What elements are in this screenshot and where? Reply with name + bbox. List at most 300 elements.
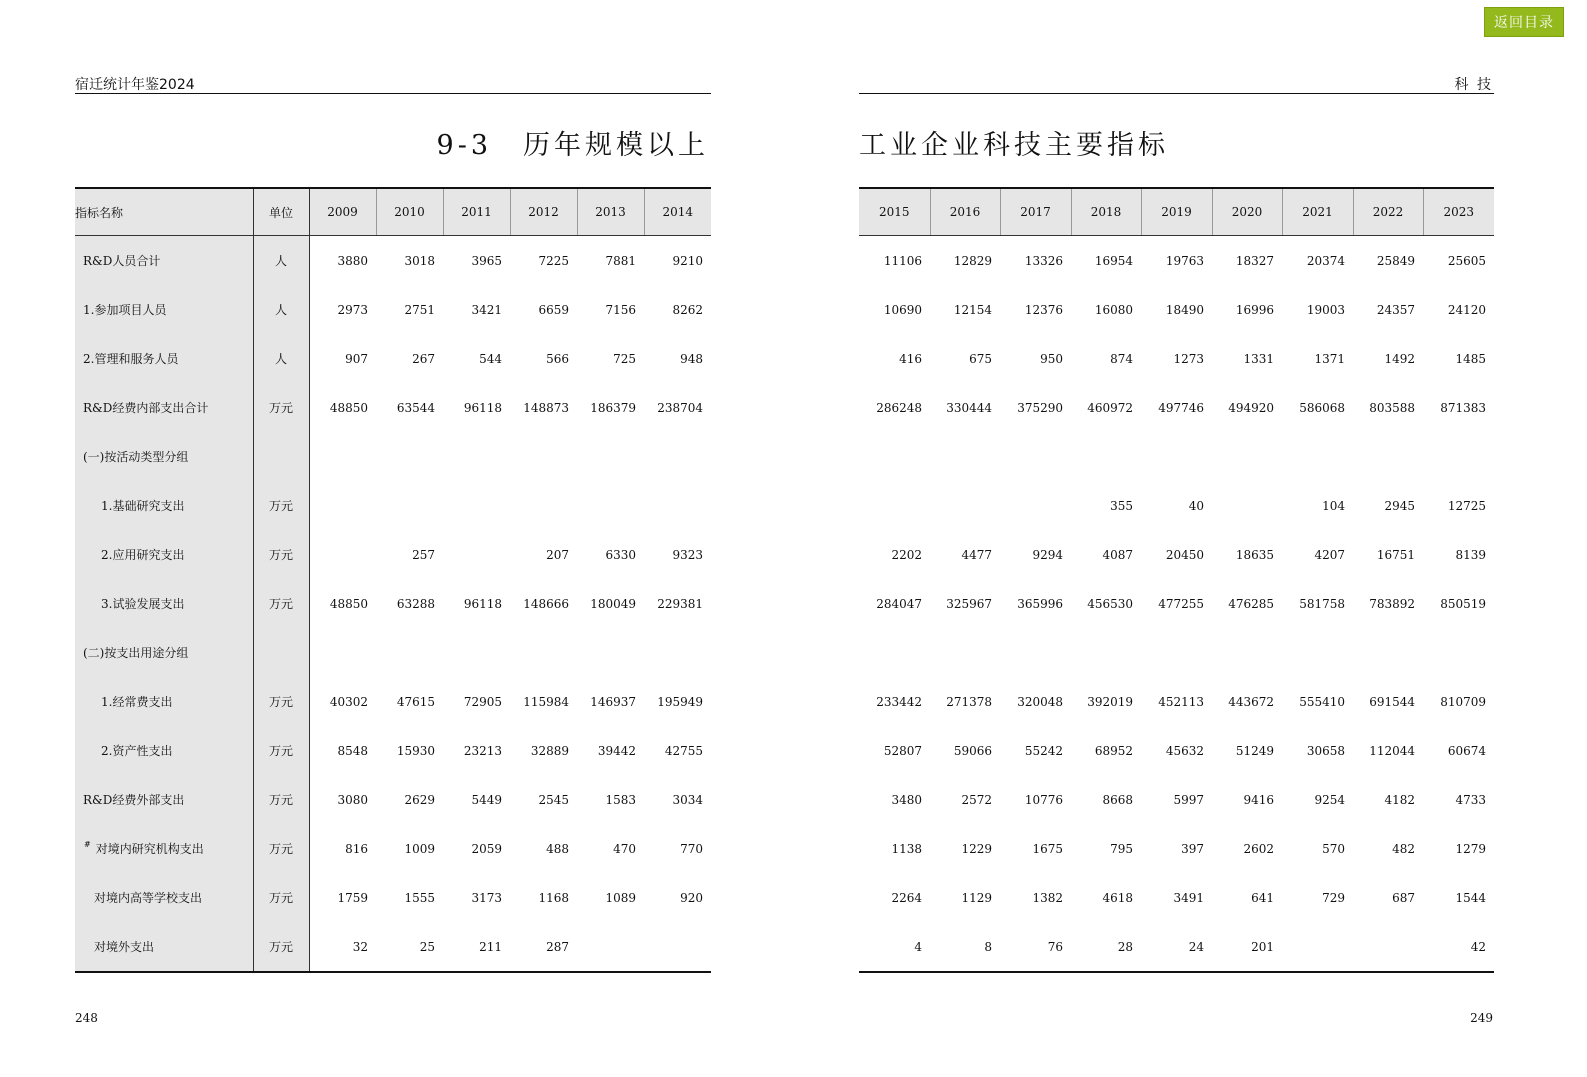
table-cell: 641 <box>1251 890 1274 905</box>
row-mark: # <box>84 840 91 849</box>
row-unit: 万元 <box>253 383 309 432</box>
yearbook-title: 宿迁统计年鉴2024 <box>75 77 195 93</box>
table-cell: 6330 <box>605 547 636 562</box>
table-cell: 9294 <box>1032 547 1063 562</box>
table-cell: 25 <box>376 922 443 972</box>
table-cell: 803588 <box>1369 400 1415 415</box>
header-year: 2014 <box>644 188 711 236</box>
table-cell: 2602 <box>1243 841 1274 856</box>
table-cell: 497746 <box>1158 400 1204 415</box>
row-unit: 人 <box>253 236 309 286</box>
table-cell: 238704 <box>657 400 703 415</box>
table-cell: 6659 <box>538 302 569 317</box>
table-cell <box>376 432 443 481</box>
header-year: 2017 <box>1000 188 1071 236</box>
table-row <box>75 432 711 481</box>
table-row <box>75 677 711 726</box>
left-data-table <box>75 187 711 973</box>
table-cell <box>930 481 1000 530</box>
row-label <box>75 922 253 972</box>
row-label-text: R&D经费外部支出 <box>83 793 185 807</box>
table-cell: 12154 <box>953 302 992 317</box>
row-label-text: (一)按活动类型分组 <box>83 450 189 464</box>
left-header-rule <box>75 93 711 94</box>
table-cell: 39442 <box>597 743 636 758</box>
table-cell: 2751 <box>404 302 435 317</box>
table-cell <box>309 481 376 530</box>
table-cell: 9416 <box>1243 792 1274 807</box>
table-cell <box>1212 432 1282 481</box>
table-cell: 52807 <box>883 743 922 758</box>
table-cell: 45632 <box>1165 743 1204 758</box>
table-cell: 24357 <box>1376 302 1415 317</box>
table-cell <box>1282 432 1353 481</box>
table-cell: 2545 <box>538 792 569 807</box>
table-cell: 8 <box>930 922 1000 972</box>
table-cell <box>510 481 577 530</box>
table-cell <box>1141 432 1212 481</box>
header-year: 2016 <box>930 188 1000 236</box>
table-cell <box>577 922 644 972</box>
row-label <box>75 481 253 530</box>
table-cell: 1009 <box>404 841 435 856</box>
table-cell: 1089 <box>605 890 636 905</box>
table-cell <box>309 530 376 579</box>
table-cell: 907 <box>345 351 368 366</box>
table-cell: 586068 <box>1299 400 1345 415</box>
table-cell: 2973 <box>337 302 368 317</box>
table-cell: 19763 <box>1165 253 1204 268</box>
table-cell: 18635 <box>1235 547 1274 562</box>
table-row <box>859 726 1494 775</box>
row-label-text: 对境外支出 <box>94 940 155 954</box>
table-cell: 20450 <box>1165 547 1204 562</box>
table-cell: 287 <box>510 922 577 972</box>
table-cell <box>1353 432 1423 481</box>
table-cell: 729 <box>1322 890 1345 905</box>
table-row <box>859 628 1494 677</box>
table-cell: 2572 <box>961 792 992 807</box>
row-label-text: 2.资产性支出 <box>101 744 173 758</box>
table-cell: 207 <box>546 547 569 562</box>
table-cell: 55242 <box>1024 743 1063 758</box>
table-cell <box>859 432 930 481</box>
row-label-text: (二)按支出用途分组 <box>83 646 189 660</box>
table-cell: 566 <box>546 351 569 366</box>
row-label <box>75 236 253 286</box>
right-header-rule <box>859 93 1494 94</box>
table-cell: 783892 <box>1369 596 1415 611</box>
row-unit: 万元 <box>253 530 309 579</box>
row-unit: 万元 <box>253 726 309 775</box>
table-cell: 16996 <box>1235 302 1274 317</box>
header-year: 2013 <box>577 188 644 236</box>
table-cell: 1331 <box>1243 351 1274 366</box>
table-cell: 51249 <box>1235 743 1274 758</box>
table-cell: 687 <box>1392 890 1415 905</box>
table-cell: 1675 <box>1032 841 1063 856</box>
table-title-left: 9-3 历年规模以上 <box>436 130 709 161</box>
table-cell: 365996 <box>1017 596 1063 611</box>
table-row <box>75 873 711 922</box>
table-cell: 104 <box>1322 498 1345 513</box>
table-cell: 1382 <box>1032 890 1063 905</box>
table-cell: 30658 <box>1306 743 1345 758</box>
table-row <box>859 922 1494 972</box>
table-cell: 112044 <box>1369 743 1415 758</box>
table-cell: 544 <box>479 351 502 366</box>
row-unit: 万元 <box>253 579 309 628</box>
table-cell: 770 <box>680 841 703 856</box>
header-year: 2019 <box>1141 188 1212 236</box>
table-cell: 1273 <box>1173 351 1204 366</box>
row-label <box>75 677 253 726</box>
table-cell <box>1353 628 1423 677</box>
table-cell: 76 <box>1000 922 1071 972</box>
table-cell: 355 <box>1110 498 1133 513</box>
table-cell: 920 <box>680 890 703 905</box>
table-cell <box>859 628 930 677</box>
table-cell: 7881 <box>605 253 636 268</box>
table-cell: 18327 <box>1235 253 1274 268</box>
table-row <box>75 334 711 383</box>
table-cell: 1129 <box>961 890 992 905</box>
table-cell: 2945 <box>1384 498 1415 513</box>
table-row <box>859 775 1494 824</box>
table-cell: 201 <box>1212 922 1282 972</box>
table-cell: 9210 <box>672 253 703 268</box>
table-cell: 5997 <box>1173 792 1204 807</box>
row-label <box>75 628 253 677</box>
row-unit: 万元 <box>253 922 309 972</box>
table-cell: 3880 <box>337 253 368 268</box>
table-cell: 24120 <box>1447 302 1486 317</box>
table-cell: 1138 <box>891 841 922 856</box>
table-cell: 284047 <box>876 596 922 611</box>
table-cell: 4207 <box>1314 547 1345 562</box>
table-cell: 2059 <box>471 841 502 856</box>
table-cell: 11106 <box>883 253 922 268</box>
row-label-text: 2.应用研究支出 <box>101 548 185 562</box>
table-cell <box>577 481 644 530</box>
table-cell: 68952 <box>1094 743 1133 758</box>
table-cell: 581758 <box>1299 596 1345 611</box>
table-cell: 63288 <box>396 596 435 611</box>
header-indicator-name: 指标名称 <box>75 188 253 236</box>
table-cell: 3034 <box>672 792 703 807</box>
table-cell <box>644 922 711 972</box>
table-cell: 16080 <box>1094 302 1133 317</box>
header-year: 2010 <box>376 188 443 236</box>
table-row <box>859 824 1494 873</box>
table-row <box>75 628 711 677</box>
table-cell: 233442 <box>876 694 922 709</box>
table-cell: 229381 <box>657 596 703 611</box>
row-label <box>75 432 253 481</box>
row-label-text: 3.试验发展支出 <box>101 597 185 611</box>
table-cell <box>577 432 644 481</box>
table-cell <box>1071 432 1141 481</box>
table-cell: 325967 <box>946 596 992 611</box>
table-row <box>859 432 1494 481</box>
table-cell: 24 <box>1141 922 1212 972</box>
row-label <box>75 383 253 432</box>
table-row <box>75 775 711 824</box>
table-cell: 4733 <box>1455 792 1486 807</box>
table-row <box>75 726 711 775</box>
table-cell: 148873 <box>523 400 569 415</box>
row-label-text: 1.基础研究支出 <box>101 499 185 513</box>
table-cell: 32889 <box>530 743 569 758</box>
table-cell: 2264 <box>891 890 922 905</box>
table-cell: 4477 <box>961 547 992 562</box>
row-unit: 万元 <box>253 824 309 873</box>
page-number-right: 249 <box>1470 1011 1493 1025</box>
table-cell <box>644 481 711 530</box>
table-cell: 42 <box>1423 922 1494 972</box>
table-cell: 3173 <box>471 890 502 905</box>
row-unit: 万元 <box>253 677 309 726</box>
header-year: 2011 <box>443 188 510 236</box>
right-data-table <box>859 187 1494 973</box>
table-cell: 1583 <box>605 792 636 807</box>
table-cell: 3018 <box>404 253 435 268</box>
table-row <box>859 579 1494 628</box>
table-cell <box>1000 432 1071 481</box>
table-row <box>75 922 711 972</box>
table-cell <box>309 628 376 677</box>
table-cell <box>443 432 510 481</box>
table-cell <box>309 432 376 481</box>
table-cell: 1492 <box>1384 351 1415 366</box>
table-cell: 3965 <box>471 253 502 268</box>
table-row <box>859 873 1494 922</box>
header-year: 2009 <box>309 188 376 236</box>
table-cell: 72905 <box>463 694 502 709</box>
table-cell: 555410 <box>1299 694 1345 709</box>
table-cell: 570 <box>1322 841 1345 856</box>
table-cell: 2202 <box>891 547 922 562</box>
table-cell: 195949 <box>657 694 703 709</box>
row-unit <box>253 432 309 481</box>
table-cell: 5449 <box>471 792 502 807</box>
header-year: 2020 <box>1212 188 1282 236</box>
table-cell: 850519 <box>1440 596 1486 611</box>
header-year: 2022 <box>1353 188 1423 236</box>
table-title-right: 工业企业科技主要指标 <box>859 130 1169 161</box>
header-unit: 单位 <box>253 188 309 236</box>
table-cell: 2629 <box>404 792 435 807</box>
table-cell <box>577 628 644 677</box>
table-cell: 148666 <box>523 596 569 611</box>
row-label-text: 2.管理和服务人员 <box>83 352 179 366</box>
table-row <box>75 530 711 579</box>
table-cell: 4618 <box>1102 890 1133 905</box>
table-cell: 816 <box>345 841 368 856</box>
header-year: 2021 <box>1282 188 1353 236</box>
table-cell: 8139 <box>1455 547 1486 562</box>
table-cell: 16751 <box>1376 547 1415 562</box>
table-cell: 1485 <box>1455 351 1486 366</box>
table-cell: 4087 <box>1102 547 1133 562</box>
table-cell: 871383 <box>1440 400 1486 415</box>
table-cell: 477255 <box>1158 596 1204 611</box>
table-cell: 48850 <box>329 596 368 611</box>
table-cell: 47615 <box>396 694 435 709</box>
table-cell: 211 <box>443 922 510 972</box>
table-row <box>75 236 711 286</box>
header-year: 2023 <box>1423 188 1494 236</box>
table-cell <box>443 481 510 530</box>
table-cell: 12725 <box>1447 498 1486 513</box>
table-cell <box>644 432 711 481</box>
back-to-contents-button[interactable]: 返回目录 <box>1484 7 1564 37</box>
table-cell <box>1212 481 1282 530</box>
table-cell: 397 <box>1181 841 1204 856</box>
table-cell: 874 <box>1110 351 1133 366</box>
table-cell: 375290 <box>1017 400 1063 415</box>
table-row <box>75 579 711 628</box>
row-label-text: 对境内高等学校支出 <box>94 891 203 905</box>
table-cell: 452113 <box>1158 694 1204 709</box>
table-cell: 48850 <box>329 400 368 415</box>
table-row <box>859 236 1494 286</box>
table-cell <box>859 481 930 530</box>
table-cell: 10690 <box>883 302 922 317</box>
table-cell <box>1282 922 1353 972</box>
header-year: 2018 <box>1071 188 1141 236</box>
table-cell: 470 <box>613 841 636 856</box>
table-cell: 9254 <box>1314 792 1345 807</box>
table-cell <box>930 432 1000 481</box>
row-label-text: R&D人员合计 <box>83 254 161 268</box>
table-cell: 25605 <box>1447 253 1486 268</box>
table-cell <box>510 432 577 481</box>
table-cell <box>1282 628 1353 677</box>
row-unit: 万元 <box>253 873 309 922</box>
table-cell: 7225 <box>538 253 569 268</box>
table-row <box>859 383 1494 432</box>
table-cell: 810709 <box>1440 694 1486 709</box>
table-cell: 23213 <box>463 743 502 758</box>
table-cell: 8548 <box>337 743 368 758</box>
table-row <box>859 334 1494 383</box>
row-unit <box>253 628 309 677</box>
table-cell: 8668 <box>1102 792 1133 807</box>
header-year: 2015 <box>859 188 930 236</box>
table-cell: 443672 <box>1228 694 1274 709</box>
table-cell: 1229 <box>961 841 992 856</box>
table-cell: 59066 <box>953 743 992 758</box>
table-cell: 12376 <box>1024 302 1063 317</box>
row-label <box>75 334 253 383</box>
table-row <box>75 824 711 873</box>
table-cell: 494920 <box>1228 400 1274 415</box>
table-cell <box>510 628 577 677</box>
table-cell: 675 <box>969 351 992 366</box>
table-cell: 392019 <box>1087 694 1133 709</box>
row-label <box>75 824 253 873</box>
table-cell: 12829 <box>953 253 992 268</box>
table-cell: 3080 <box>337 792 368 807</box>
table-cell: 96118 <box>463 596 502 611</box>
table-row <box>75 481 711 530</box>
row-label <box>75 579 253 628</box>
table-cell: 1371 <box>1314 351 1345 366</box>
table-cell <box>1000 628 1071 677</box>
table-cell: 9323 <box>672 547 703 562</box>
table-cell <box>1071 628 1141 677</box>
table-cell: 257 <box>412 547 435 562</box>
row-label <box>75 726 253 775</box>
table-cell: 460972 <box>1087 400 1133 415</box>
table-cell: 795 <box>1110 841 1133 856</box>
table-cell: 691544 <box>1369 694 1415 709</box>
table-cell <box>1141 628 1212 677</box>
table-cell: 320048 <box>1017 694 1063 709</box>
table-cell: 186379 <box>590 400 636 415</box>
table-cell: 286248 <box>876 400 922 415</box>
table-cell: 180049 <box>590 596 636 611</box>
table-row <box>75 285 711 334</box>
table-cell: 15930 <box>396 743 435 758</box>
table-cell <box>443 628 510 677</box>
table-cell <box>1353 922 1423 972</box>
row-unit: 万元 <box>253 775 309 824</box>
table-cell: 7156 <box>605 302 636 317</box>
table-cell: 271378 <box>946 694 992 709</box>
table-row <box>859 677 1494 726</box>
table-cell: 25849 <box>1376 253 1415 268</box>
table-cell: 10776 <box>1024 792 1063 807</box>
table-cell: 456530 <box>1087 596 1133 611</box>
section-title: 科 技 <box>1454 77 1493 93</box>
table-cell: 482 <box>1392 841 1415 856</box>
row-unit: 人 <box>253 334 309 383</box>
table-cell: 4182 <box>1384 792 1415 807</box>
table-cell: 18490 <box>1165 302 1204 317</box>
table-cell <box>376 481 443 530</box>
table-cell <box>644 628 711 677</box>
table-cell: 1759 <box>337 890 368 905</box>
table-cell: 42755 <box>664 743 703 758</box>
table-cell: 948 <box>680 351 703 366</box>
table-cell: 40302 <box>329 694 368 709</box>
table-cell: 28 <box>1071 922 1141 972</box>
row-label-text: 1.经常费支出 <box>101 695 173 709</box>
table-cell: 1555 <box>404 890 435 905</box>
table-cell: 3491 <box>1173 890 1204 905</box>
table-cell: 416 <box>899 351 922 366</box>
table-row <box>859 285 1494 334</box>
table-row <box>859 530 1494 579</box>
table-cell: 115984 <box>523 694 569 709</box>
table-cell: 146937 <box>590 694 636 709</box>
table-cell: 13326 <box>1024 253 1063 268</box>
table-cell <box>1423 432 1494 481</box>
table-cell: 96118 <box>463 400 502 415</box>
table-cell: 16954 <box>1094 253 1133 268</box>
table-cell: 488 <box>546 841 569 856</box>
row-label-text: R&D经费内部支出合计 <box>83 401 209 415</box>
table-row <box>75 383 711 432</box>
table-cell: 4 <box>859 922 930 972</box>
table-cell <box>1423 628 1494 677</box>
table-cell: 19003 <box>1306 302 1345 317</box>
table-cell <box>1212 628 1282 677</box>
table-cell: 40 <box>1188 498 1204 513</box>
table-cell: 1168 <box>538 890 569 905</box>
